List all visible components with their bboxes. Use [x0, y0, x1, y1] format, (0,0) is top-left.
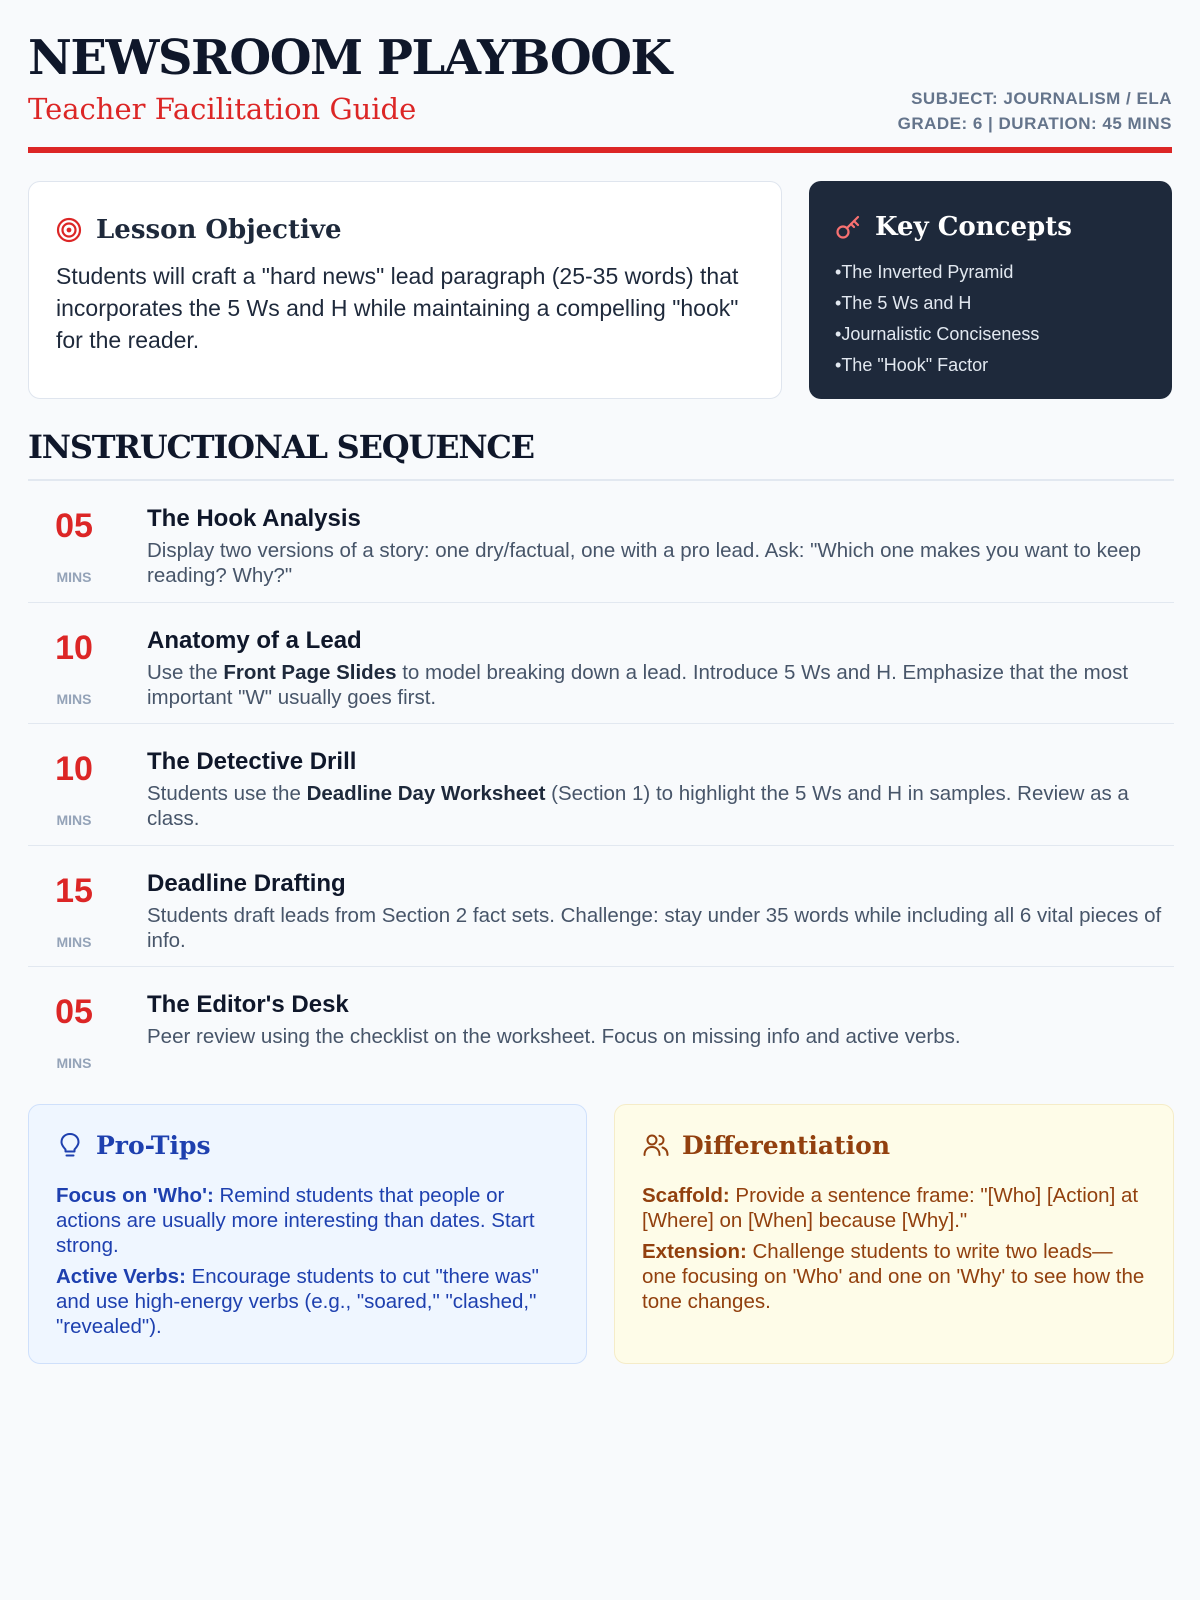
step-minutes: 05	[55, 993, 93, 1031]
tip-text: Encourage students to cut "there was" and use high-energy verbs (e.g., "soared," "clashed," "revealed").	[56, 1265, 539, 1338]
key-concepts-card	[809, 181, 1172, 399]
diff-label: Extension:	[642, 1240, 747, 1263]
instructional-steps	[28, 481, 1174, 1089]
step-unit: MINS	[56, 690, 92, 707]
top-row	[28, 153, 1172, 407]
step-title: The Detective Drill	[147, 748, 357, 775]
target-icon	[56, 216, 84, 244]
step-unit: MINS	[56, 812, 92, 828]
step-text: Display two versions of a story: one dry/factual, one with a pro lead. Ask: "Which one makes you want to keep reading? Why?"	[147, 539, 1142, 587]
subject-label: SUBJECT: JOURNALISM / ELA	[911, 89, 1172, 108]
step-row	[28, 603, 1174, 725]
page-subtitle: Teacher Facilitation Guide	[28, 92, 417, 126]
step-text: Use the	[147, 660, 224, 684]
key-icon	[835, 213, 863, 241]
concepts-list	[835, 257, 1146, 381]
lesson-meta	[898, 86, 1172, 136]
step-minutes: 05	[55, 507, 93, 545]
users-icon	[642, 1131, 670, 1159]
differentiation-box	[614, 1104, 1174, 1364]
step-text: Students use the	[147, 782, 307, 805]
differentiation-body	[642, 1183, 1146, 1314]
tip-item	[56, 1183, 559, 1258]
concept-item: • The 5 Ws and H	[835, 288, 1146, 319]
step-row	[28, 724, 1174, 846]
step-description	[147, 538, 1174, 588]
step-description	[147, 903, 1174, 953]
tip-item	[56, 1264, 559, 1339]
step-description	[147, 660, 1174, 710]
diff-label: Scaffold:	[642, 1184, 730, 1207]
resource-name: Front Page Slides	[223, 660, 397, 684]
diff-item	[642, 1183, 1146, 1233]
differentiation-header	[642, 1125, 1146, 1165]
resource-name: Deadline Day Worksheet	[306, 782, 546, 805]
tip-label: Focus on 'Who':	[56, 1184, 214, 1207]
step-unit: MINS	[56, 1055, 92, 1071]
step-minutes: 15	[55, 871, 93, 910]
tips-header	[56, 1125, 559, 1165]
step-row	[28, 967, 1174, 1089]
step-title: Deadline Drafting	[147, 869, 346, 897]
diff-item	[642, 1239, 1146, 1314]
differentiation-title: Differentiation	[682, 1130, 890, 1160]
concept-item: • The Inverted Pyramid	[835, 257, 1146, 288]
step-minutes: 10	[55, 750, 93, 788]
step-minutes: 10	[55, 628, 93, 667]
tip-label: Active Verbs:	[56, 1265, 186, 1288]
objective-title: Lesson Objective	[96, 215, 342, 245]
lesson-objective-card	[28, 181, 782, 399]
step-text: (Section 1) to highlight the 5 Ws and H in samples. Review as a class.	[147, 782, 1129, 830]
step-title: The Editor's Desk	[147, 991, 349, 1018]
page-title: NEWSROOM PLAYBOOK	[28, 30, 671, 86]
diff-text: Challenge students to write two leads—one focusing on 'Who' and one on 'Why' to see how the tone changes.	[642, 1240, 1145, 1313]
sequence-title: INSTRUCTIONAL SEQUENCE	[28, 428, 534, 466]
step-row	[28, 846, 1174, 968]
step-text: to model breaking down a lead. Introduce 5 Ws and H. Emphasize that the most important "W" usually goes first.	[147, 660, 1129, 709]
pro-tips-box	[28, 1104, 587, 1364]
concepts-header	[835, 207, 1146, 247]
tip-text: Remind students that people or actions are usually more interesting than dates. Start strong.	[56, 1184, 535, 1257]
step-unit: MINS	[56, 933, 92, 950]
concept-item: • Journalistic Conciseness	[835, 319, 1146, 350]
step-text: Peer review using the checklist on the worksheet. Focus on missing info and active verbs.	[147, 1025, 961, 1048]
tips-title: Pro-Tips	[96, 1130, 211, 1160]
concepts-title: Key Concepts	[875, 212, 1072, 242]
lightbulb-icon	[56, 1131, 84, 1159]
page-header	[28, 0, 1172, 153]
grade-duration-label: GRADE: 6 | DURATION: 45 MINS	[897, 114, 1172, 133]
tips-body	[56, 1183, 559, 1339]
step-description	[147, 781, 1174, 831]
objective-header	[56, 210, 754, 250]
step-title: Anatomy of a Lead	[147, 626, 362, 654]
step-text: Students draft leads from Section 2 fact sets. Challenge: stay under 35 words while including all 6 vital pieces of info.	[147, 903, 1162, 952]
step-description	[147, 1024, 1174, 1049]
step-title: The Hook Analysis	[147, 505, 361, 532]
concept-item: • The "Hook" Factor	[835, 350, 1146, 381]
objective-text: Students will craft a "hard news" lead paragraph (25-35 words) that incorporates the 5 Ws and H while maintaining a compelling "hook" for the reader.	[56, 263, 739, 353]
step-row	[28, 481, 1174, 603]
step-unit: MINS	[56, 569, 92, 585]
diff-text: Provide a sentence frame: "[Who] [Action] at [Where] on [When] because [Why]."	[642, 1184, 1139, 1232]
